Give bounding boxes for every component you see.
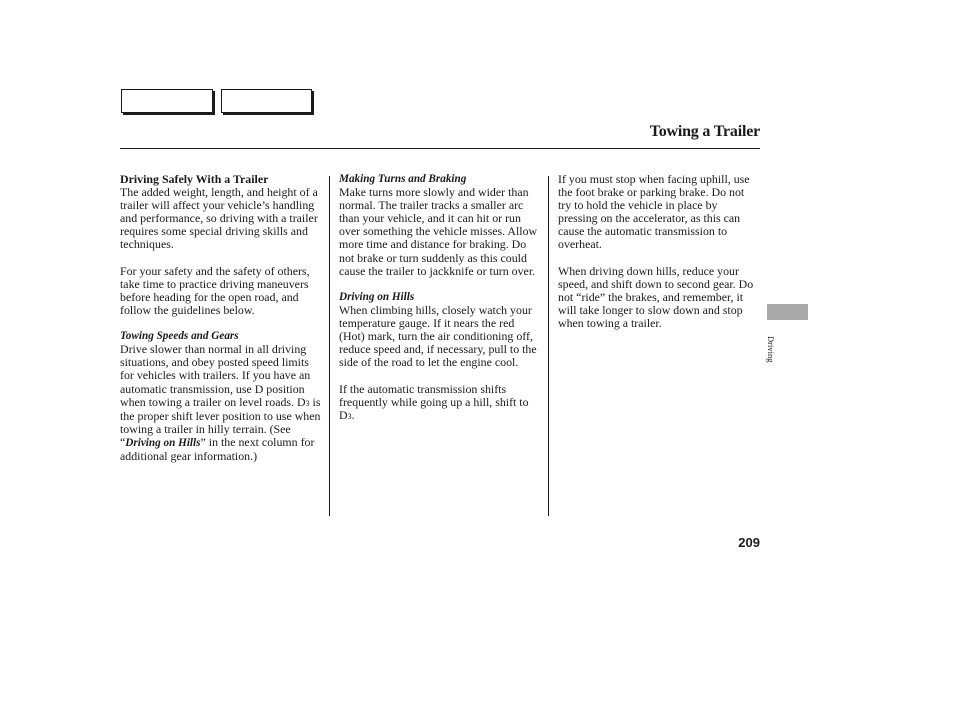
paragraph: If you must stop when facing uphill, use the foot brake or parking brake. Do not try to hold the vehicle in place by pressing on the accelerator, as this can cause the automatic transmission to overheat. xyxy=(558,172,750,252)
title-rule xyxy=(120,148,760,149)
column-divider xyxy=(329,176,330,516)
page-number: 209 xyxy=(738,535,760,550)
text: . xyxy=(351,407,355,422)
cross-reference: Driving on Hills xyxy=(125,436,201,449)
text: ” in the next column for additional gear information.) xyxy=(120,434,315,463)
paragraph: Make turns more slowly and wider than normal. The trailer tracks a smaller arc than your vehicle, and it can hit or run over something the vehicle misses. Allow more time and distance for braking. Do not brake or turn suddenly as this could cause the trailer to jackknife or turn over. xyxy=(339,185,538,278)
column-1 xyxy=(120,173,322,463)
paragraph xyxy=(120,343,322,463)
paragraph xyxy=(339,383,541,423)
subsection-heading: Making Turns and Braking xyxy=(339,173,467,185)
text: If the automatic transmission shifts frequently while going up a hill, shift to D xyxy=(339,381,529,422)
page-title: Towing a Trailer xyxy=(649,123,760,140)
subsection-heading: Towing Speeds and Gears xyxy=(120,330,239,343)
gear-subscript: 3 xyxy=(305,398,310,408)
section-label: Driving xyxy=(766,336,776,363)
paragraph: For your safety and the safety of others, take time to practice driving maneuvers before heading for the open road, and follow the guidelines below. xyxy=(120,263,310,317)
paragraph: When climbing hills, closely watch your temperature gauge. If it nears the red (Hot) mark, turn the air conditioning off, reduce speed and, if necessary, pull to the side of the road to let the engine cool. xyxy=(339,302,537,370)
text: Drive slower than normal in all driving situations, and obey posted speed limits for vehicles with trailers. If you have an automatic transmission, use D position when towing a trailer on level roads. D xyxy=(120,342,311,409)
column-3 xyxy=(558,173,760,330)
main-menu-button[interactable] xyxy=(121,89,213,113)
paragraph: The added weight, length, and height of a trailer will affect your vehicle’s handling and performance, so driving with a trailer requires some special driving skills and techniques. xyxy=(120,185,318,252)
text: is the proper shift lever position to use when towing a trailer in hilly terrain. (See “ xyxy=(120,394,321,449)
index-button[interactable] xyxy=(221,89,312,113)
gear-subscript: 3 xyxy=(347,411,352,421)
column-divider xyxy=(548,176,549,516)
column-2 xyxy=(339,173,541,423)
subsection-heading: Driving on Hills xyxy=(339,290,415,303)
section-tab xyxy=(767,304,808,320)
paragraph: When driving down hills, reduce your speed, and shift down to second gear. Do not “ride” the brakes, and remember, it will take longer to slow down and stop when towing a trailer. xyxy=(558,263,754,331)
section-heading: Driving Safely With a Trailer xyxy=(120,172,269,186)
